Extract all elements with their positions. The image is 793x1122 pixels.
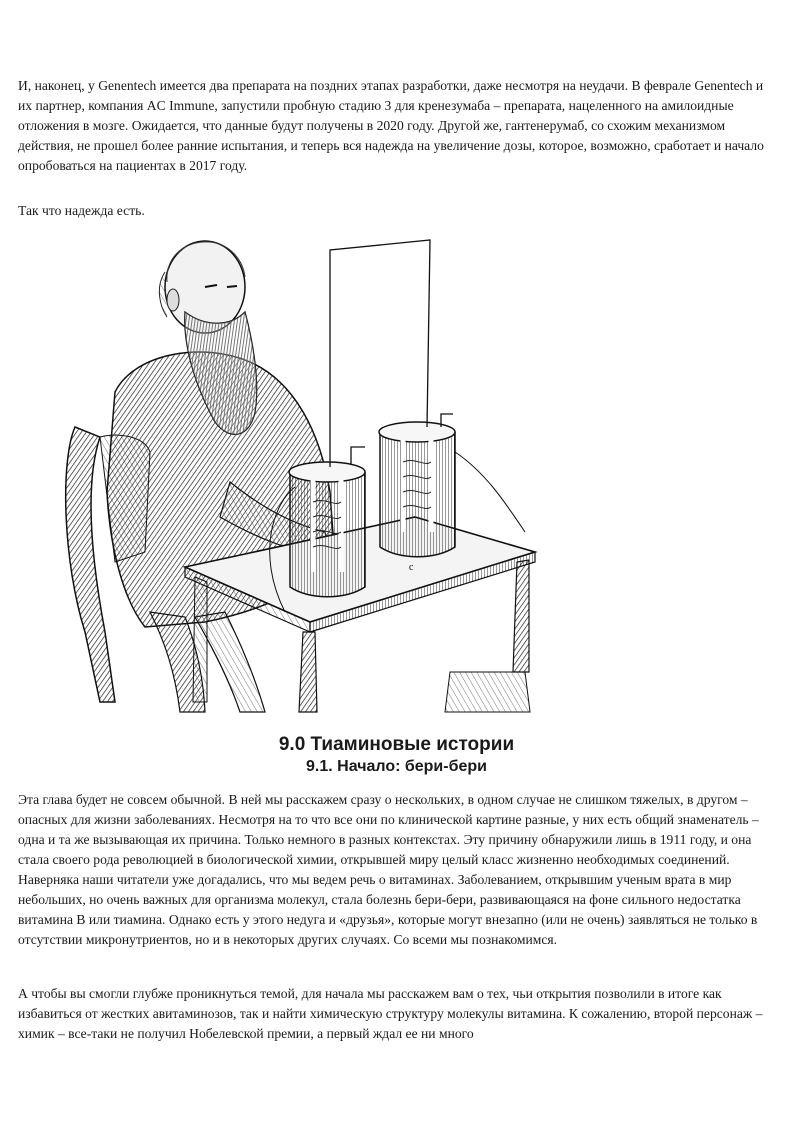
body-paragraph: Так что надежда есть. xyxy=(18,203,145,218)
section-heading: 9.0 Тиаминовые истории xyxy=(278,734,515,755)
body-paragraph: Эта глава будет не совсем обычной. В ней мы расскажем сразу о нескольких, в одном случае не слишком тяжелых, в другом – опасных для жизни заболеваниях. Несмотря на то что все они по клинической картине разные, у них есть общий знаменатель – одна и та же вызывающая их причина. Только немного в разных контекстах. Эту причину обнаружили лишь в 1911 году, и она стала своего рода революцией в биологической химии, открывшей миру целый класс жизненно необходимых соединений. Наверняка наши читатели уже догадались, что мы ведем речь о витаминах. Заболеванием, открывшим ученым врата в мир небольших, но очень важных для организма молекул, стала болезнь бери-бери, развивающаяся на фоне сильного недостатка витамина В или тиамина. Однако есть у этого недуга и «друзья», которые могут внезапно (или не очень) заявляться не только в отсутствии микронутриентов, но и в некоторых других случаях. Со всеми мы познакомимся. xyxy=(18,792,759,947)
scientist-with-electrolytic-cells-icon xyxy=(55,232,575,716)
figure-label: c xyxy=(409,562,414,573)
body-paragraph: И, наконец, у Genentech имеется два препарата на поздних этапах разработки, даже несмотря на неудачи. В феврале Genentech и их партнер, компания AC Immune, запустили пробную стадию 3 для кренезумаба – препарата, нацеленного на амилоидные отложения в мозге. Ожидается, что данные будут получены в 2020 году. Другой же, гантенерумаб, со схожим механизмом действия, не прошел более ранние испытания, и теперь вся надежда на увеличение дозы, которое, возможно, сработает и начало опробоваться на пациентах в 2017 году. xyxy=(18,78,764,173)
section-subheading: 9.1. Начало: бери-бери xyxy=(306,758,487,775)
body-paragraph: А чтобы вы смогли глубже проникнуться темой, для начала мы расскажем вам о тех, чьи открытия позволили в итоге как избавиться от жестких авитаминозов, так и найти химическую структуру молекулы витамина. К сожалению, второй персонаж – химик – все-таки не получил Нобелевской премии, а первый ждал ее ни много xyxy=(18,986,763,1041)
engraving-illustration xyxy=(55,232,575,716)
